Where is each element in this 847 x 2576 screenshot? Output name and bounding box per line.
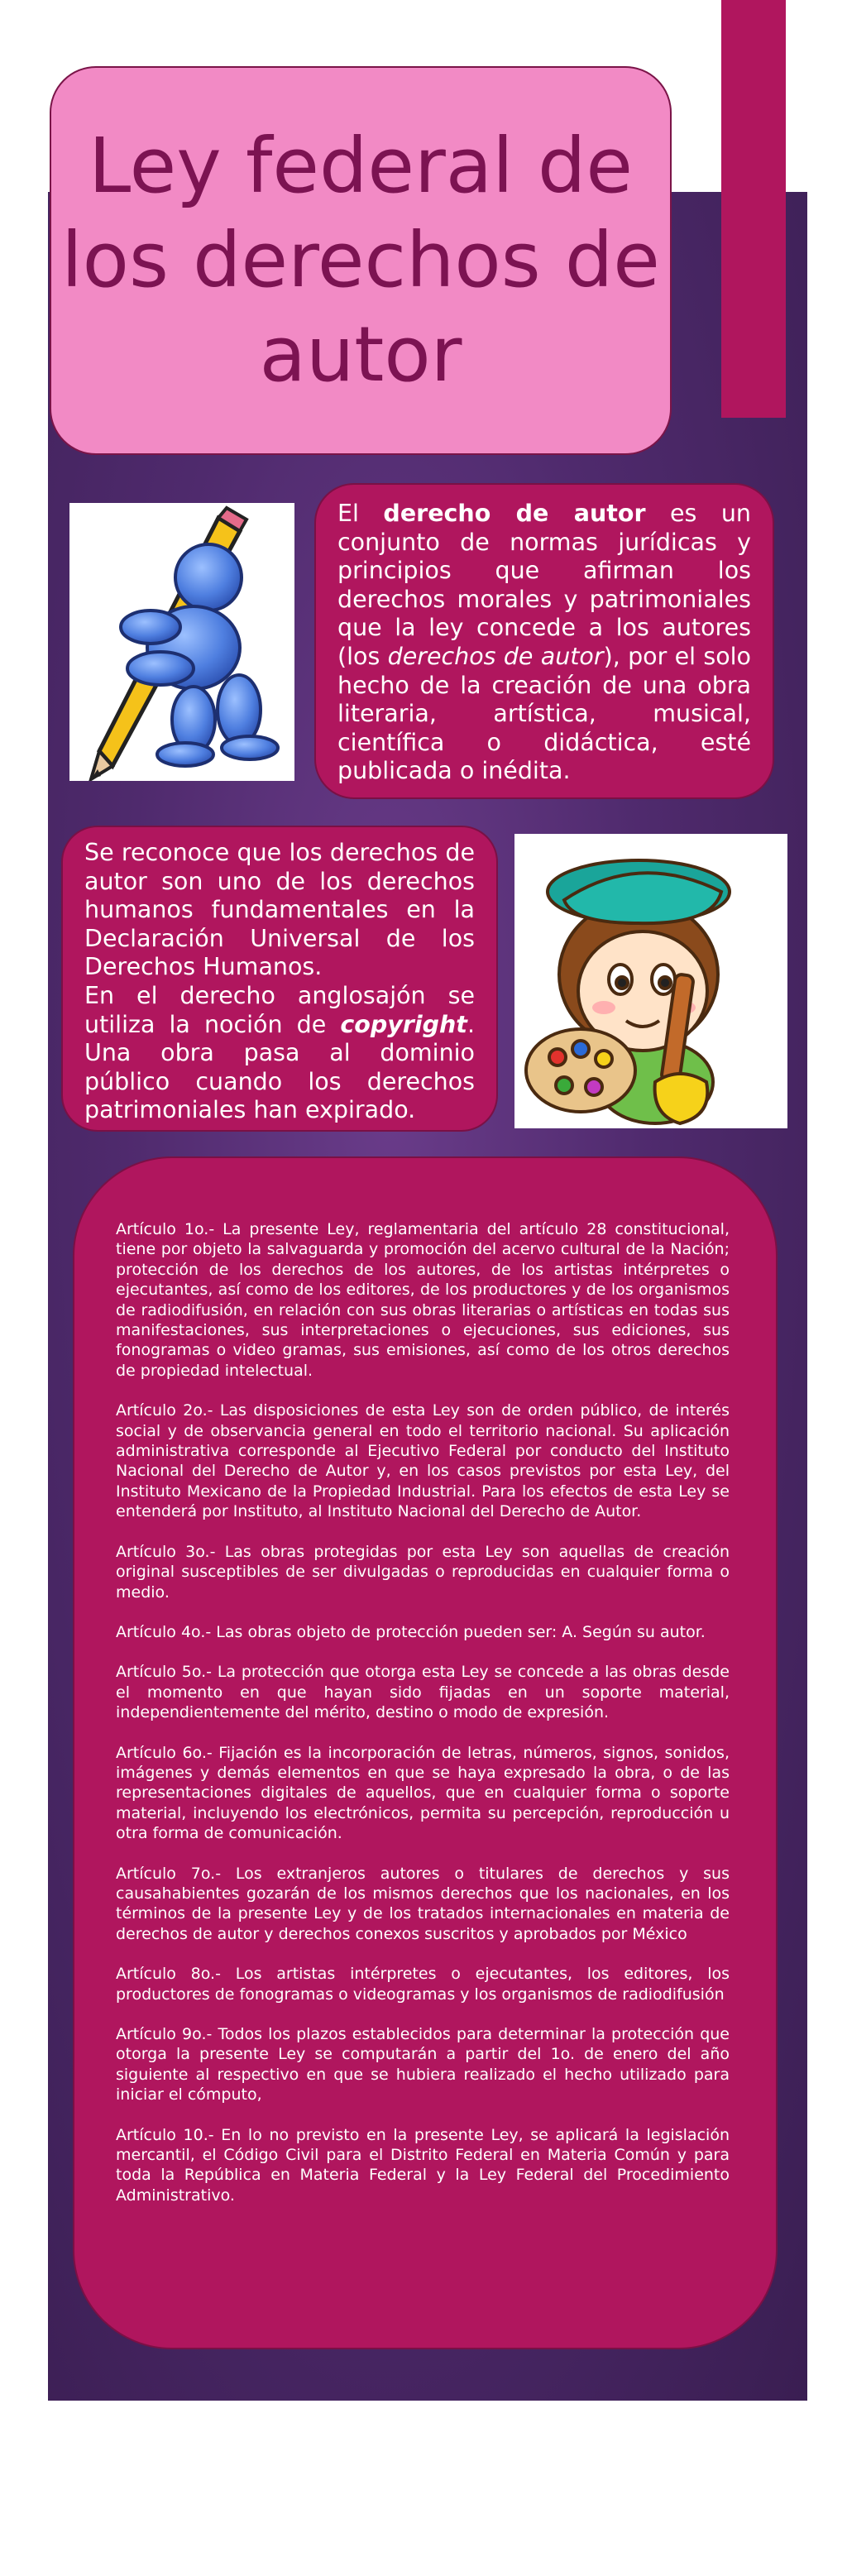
article-item: Artículo 5o.- La protección que otorga esta Ley se concede a las obras desde el momento en que hayan sido fijadas en un soporte material, independientemente del mérito, destino o modo de expresión. <box>116 1663 730 1722</box>
article-item: Artículo 10.- En lo no previsto en la presente Ley, se aplicará la legislación mercantil, el Código Civil para el Distrito Federal en Materia Común y para toda la República en Materia Federal y la Ley Federal del Procedimiento Administrativo. <box>116 2125 730 2205</box>
copyright-term: copyright <box>340 1010 467 1038</box>
side-bar-gap <box>693 0 721 192</box>
rights-p2-lead: En el derecho anglosajón se utiliza la noción de <box>84 981 475 1038</box>
blue-figure-pencil-icon <box>69 503 294 781</box>
boy-painter-illustration <box>514 834 787 1128</box>
articles-box <box>73 1156 778 2349</box>
article-item: Artículo 3o.- Las obras protegidas por esta Ley son aquellas de creación original susceptibles de ser divulgadas o reproducidas en cualquier forma o medio. <box>116 1542 730 1602</box>
intro-term: derecho de autor <box>383 500 646 527</box>
article-item: Artículo 6o.- Fijación es la incorporación de letras, números, signos, sonidos, imágenes y demás elementos en que se haya expresado la obra, o de las representaciones digitales de aquellos, que en cualquier forma o soporte material, incluyendo los electrónicos, permita su percepción, reproducción u otra forma de comunicación. <box>116 1743 730 1843</box>
blue-figure-pencil-illustration <box>69 503 294 781</box>
title-box <box>50 66 672 455</box>
palette-icon <box>526 1029 635 1112</box>
article-item: Artículo 2o.- Las disposiciones de esta Ley son de orden público, de interés social y de observancia general en todo el territorio nacional. Su aplicación administrativa corresponde al Ejecutivo Federal por conducto del Instituto Nacional del Derecho de Autor y, en los casos previstos por esta Ley, del Instituto Mexicano de la Propiedad Industrial. Para los efectos de esta Ley se entenderá por Instituto, al Instituto Nacional del Derecho de Autor. <box>116 1401 730 1521</box>
intro-lead: El <box>337 500 384 527</box>
article-item: Artículo 8o.- Los artistas intérpretes o ejecutantes, los editores, los productores de fonogramas o videogramas y los organismos de radiodifusión <box>116 1965 730 2004</box>
definition-box <box>314 483 774 799</box>
intro-tail: ), por el solo hecho de la creación de una obra literaria, artística, musical, científica o didáctica, esté publicada o inédita. <box>337 642 751 785</box>
article-item: Artículo 1o.- La presente Ley, reglamentaria del artículo 28 constitucional, tiene por objeto la salvaguarda y promoción del acervo cultural de la Nación; protección de los derechos de los autores, de los artistas intérpretes o ejecutantes, así como de los editores, de los productores y de los organismos de radiodifusión, en relación con sus obras literarias o artísticas en todas sus manifestaciones, sus interpretaciones o ejecuciones, sus ediciones, sus fonogramas o video gramas, sus emisiones, así como de los otros derechos de propiedad intelectual. <box>116 1220 730 1380</box>
boy-painter-icon <box>514 834 787 1128</box>
blue-figure-icon <box>121 544 278 766</box>
human-rights-box <box>61 826 498 1132</box>
rights-p2-tail: . Una obra pasa al dominio público cuando los derechos patrimoniales han expirado. <box>84 1010 475 1124</box>
page-title: Ley federal de los derechos de autor <box>61 122 660 399</box>
intro-term2: derechos de autor <box>387 642 604 670</box>
intro-mid: es un conjunto de normas jurídicas y principios que afirman los derechos morales y patrimoniales que la ley concede a los autores (los <box>337 500 751 670</box>
rights-paragraph-1: Se reconoce que los derechos de autor son uno de los derechos humanos fundamentales en la Declaración Universal de los Derechos Humanos. <box>84 839 475 981</box>
magenta-side-bar <box>721 0 786 418</box>
article-item: Artículo 9o.- Todos los plazos establecidos para determinar la protección que otorga la presente Ley se computarán a partir del 1o. de enero del año siguiente al respectivo en que se hubiera realizado el hecho utilizado para iniciar el cómputo, <box>116 2025 730 2104</box>
rights-paragraph-2 <box>84 982 475 1125</box>
article-item: Artículo 7o.- Los extranjeros autores o titulares de derechos y sus causahabientes gozarán de los mismos derechos que los nacionales, en los términos de la presente Ley y de los tratados internacionales en materia de derechos de autor y derechos conexos suscritos y aprobados por México <box>116 1864 730 1943</box>
article-item: Artículo 4o.- Las obras objeto de protección pueden ser: A. Según su autor. <box>116 1622 706 1641</box>
